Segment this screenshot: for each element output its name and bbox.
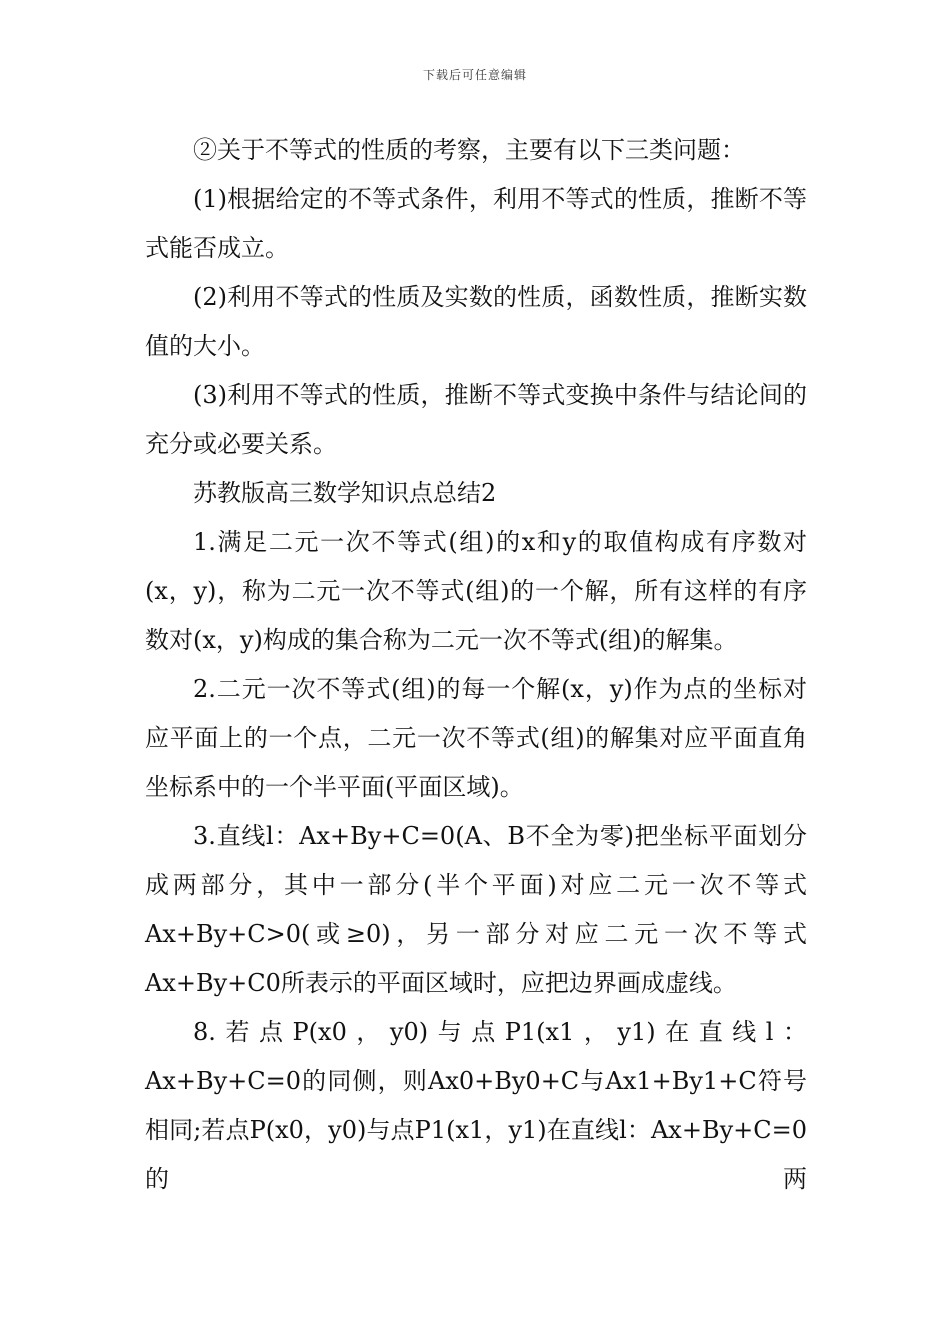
paragraph-item-3: (3)利用不等式的性质，推断不等式变换中条件与结论间的充分或必要关系。 bbox=[145, 381, 807, 458]
paragraph-point-2: 2.二元一次不等式(组)的每一个解(x，y)作为点的坐标对应平面上的一个点，二元一次不等式(组)的解集对应平面直角坐标系中的一个半平面(平面区域)。 bbox=[145, 675, 807, 801]
section-heading: 苏教版高三数学知识点总结2 bbox=[193, 479, 497, 507]
paragraph-point-8: 8.若点P(x0，y0)与点P1(x1，y1)在直线l：Ax+By+C=0的同侧，则Ax0+By0+C与Ax1+By1+C符号相同;若点P(x0，y0)与点P1(x1，y1)在直线l：Ax+By+C=0的两 bbox=[145, 1018, 807, 1193]
paragraph-intro: ②关于不等式的性质的考察，主要有以下三类问题： bbox=[193, 136, 745, 164]
page-header: 下载后可任意编辑 bbox=[422, 68, 527, 82]
paragraph-point-1: 1.满足二元一次不等式(组)的x和y的取值构成有序数对(x，y)，称为二元一次不等式(组)的一个解，所有这样的有序数对(x，y)构成的集合称为二元一次不等式(组)的解集。 bbox=[145, 528, 807, 654]
paragraph-item-1: (1)根据给定的不等式条件，利用不等式的性质，推断不等式能否成立。 bbox=[145, 185, 807, 262]
paragraph-item-2: (2)利用不等式的性质及实数的性质，函数性质，推断实数值的大小。 bbox=[145, 283, 807, 360]
document-body bbox=[145, 126, 807, 1204]
paragraph-point-3: 3.直线l：Ax+By+C=0(A、B不全为零)把坐标平面划分成两部分，其中一部分(半个平面)对应二元一次不等式Ax+By+C>0(或≥0)，另一部分对应二元一次不等式Ax+By+C0所表示的平面区域时，应把边界画成虚线。 bbox=[145, 822, 807, 997]
